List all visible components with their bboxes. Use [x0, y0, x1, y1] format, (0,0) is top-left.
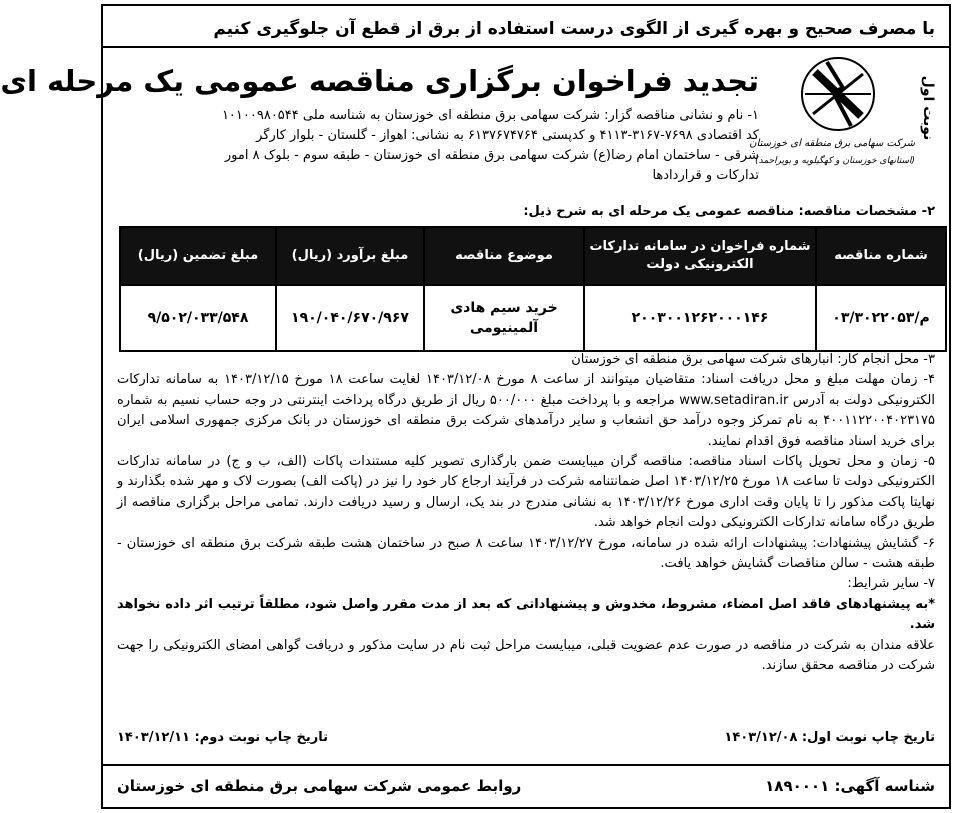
- section-3: ۳- محل انجام کار: انبارهای شرکت سهامی برق منطقه ای خوزستان: [571, 352, 935, 367]
- cell-call-number: ۲۰۰۳۰۰۱۲۶۲۰۰۰۱۴۶: [584, 285, 816, 351]
- publisher-org: روابط عمومی شرکت سهامی برق منطقه ای خوزستان: [117, 777, 522, 795]
- second-print-date: تاریخ چاپ نوبت دوم: ۱۴۰۳/۱۲/۱۱: [117, 730, 329, 745]
- table-header-row: [120, 227, 946, 285]
- cell-subject: خرید سیم هادی آلمینیومی: [424, 285, 584, 351]
- cell-estimate: ۱۹۰/۰۴۰/۶۷۰/۹۶۷: [276, 285, 424, 351]
- logo-company-subtitle: (استانهای خوزستان و کهگیلویه و بویراحمد): [755, 156, 915, 166]
- section-7-text: علاقه مندان به شرکت در مناقصه در صورت عدم عضویت قبلی، میبایست مراحل ثبت نام در سایت مذکور و دریافت گواهی امضای الکترونیکی را جهت شرکت در مناقصه محقق سازند.: [117, 637, 935, 674]
- bottom-divider: [103, 764, 949, 766]
- first-print-date: تاریخ چاپ نوبت اول: ۱۴۰۳/۱۲/۰۸: [724, 730, 935, 745]
- print-dates: [117, 730, 935, 752]
- section-1-line: کد اقتصادی ۷۶۹۸-۳۱۶۷-۴۱۱۳ و کدپستی ۶۱۳۷۶۷۴۷۶۴ به نشانی: اهواز - گلستان - بلوار کارگر: [256, 128, 759, 143]
- section-5: ۵- زمان و محل تحویل پاکات اسناد مناقصه: مناقصه گران میبایست ضمن بارگذاری تصویر کلیه مستندات پاکات (الف، ب و ج) در سامانه تدارکات الکترونیکی دولت تا ساعت ۱۸ مورخ ۱۴۰۳/۱۲/۲۵ اصل ضمانتنامه شرکت در فرآیند ارجاع کار خود را نیز در (پاکت الف) بصورت لاک و مهر شده بگذارند و نهایتا پاکت مذکور را تا پایان وقت اداری مورخ ۱۴۰۳/۱۲/۲۶ به نشانی مندرج در بند یک، ارسال و رسید دریافت دارند. تمامی مراحل برگزاری مناقصه از طریق درگاه سامانه تدارکات الکترونیکی دولت انجام خواهد شد.: [117, 454, 936, 531]
- header-guarantee: مبلغ تضمین (ریال): [120, 227, 276, 285]
- cell-guarantee: ۹/۵۰۲/۰۳۳/۵۴۸: [120, 285, 276, 351]
- cell-tender-number: م/۰۳/۳۰۲۲۰۵۳: [816, 285, 946, 351]
- logo-emblem-icon: [793, 52, 883, 136]
- ad-footer: [117, 768, 935, 804]
- section-2: ۲- مشخصات مناقصه: مناقصه عمومی یک مرحله ای به شرح ذیل:: [523, 204, 935, 219]
- header-tender-number: شماره مناقصه: [816, 227, 946, 285]
- section-1-line: ۱- نام و نشانی مناقصه گزار: شرکت سهامی برق منطقه ای خوزستان به شناسه ملی ۱۰۱۰۰۹۸۰۵۴۴: [221, 108, 759, 123]
- section-7-note: *به پیشنهادهای فاقد اصل امضاء، مشروط، مخدوش و پیشنهاداتی که بعد از مدت مقرر واصل شود، مطلقاً ترتیب اثر داده نخواهد شد.: [117, 596, 935, 633]
- slogan: با مصرف صحیح و بهره گیری از الگوی درست استفاده از برق از قطع آن جلوگیری کنیم: [213, 19, 935, 39]
- ad-id: شناسه آگهی: ۱۸۹۰۰۰۱: [765, 777, 935, 795]
- ad-frame: [0, 4, 951, 809]
- side-label: [919, 58, 943, 168]
- top-divider: [103, 46, 949, 48]
- header-call-number: شماره فراخوان در سامانه تدارکات الکترونیکی دولت: [584, 227, 816, 285]
- logo-company-name: شرکت سهامی برق منطقه ای خوزستان: [749, 138, 915, 149]
- header-subject: موضوع مناقصه: [424, 227, 584, 285]
- section-1-line: شرقی - ساختمان امام رضا(ع) شرکت سهامی برق منطقه ای خوزستان - طبقه سوم - بلوک ۸ امور: [224, 148, 759, 163]
- tender-table: [119, 226, 947, 352]
- company-logo: [749, 52, 915, 202]
- header-estimate: مبلغ برآورد (ریال): [276, 227, 424, 285]
- ad-body: [117, 350, 935, 677]
- section-6: ۶- گشایش پیشنهادات: پیشنهادات ارائه شده در سامانه، مورخ ۱۴۰۳/۱۲/۲۷ ساعت ۸ صبح در ساختمان هشت طبقه شرکت برق منطقه ای خوزستان - طبقه هشت - سالن مناقصات گشایش خواهد یافت.: [117, 535, 935, 572]
- section-1-line: تدارکات و قراردادها: [652, 168, 759, 183]
- table-row: [120, 285, 946, 351]
- ad-title: تجدید فراخوان برگزاری مناقصه عمومی یک مرحله ای: [0, 64, 759, 98]
- side-label-text: نوبت اول: [920, 75, 936, 141]
- section-1: [117, 106, 759, 186]
- section-4: ۴- زمان مهلت مبلغ و محل دریافت اسناد: متقاضیان میتوانند از ساعت ۸ مورخ ۱۴۰۳/۱۲/۰۸ لغایت ساعت ۱۸ مورخ ۱۴۰۳/۱۲/۱۵ به سامانه تدارکات الکترونیکی دولت به آدرس www.setadiran.ir مراجعه و با پرداخت مبلغ ۵۰۰/۰۰۰ ریال از طریق درگاه پرداخت اینترنتی در وجه حساب نسیم به شماره ۴۰۰۱۱۲۲۰۰۴۰۲۳۱۷۵ به نام تمرکز وجوه درآمد حق انشعاب و سایر درآمدهای شرکت برق منطقه ای خوزستان در بانک مرکزی جمهوری اسلامی ایران برای خرید اسناد مناقصه فوق اقدام نمایند.: [117, 372, 935, 449]
- section-7: ۷- سایر شرایط:: [847, 576, 935, 592]
